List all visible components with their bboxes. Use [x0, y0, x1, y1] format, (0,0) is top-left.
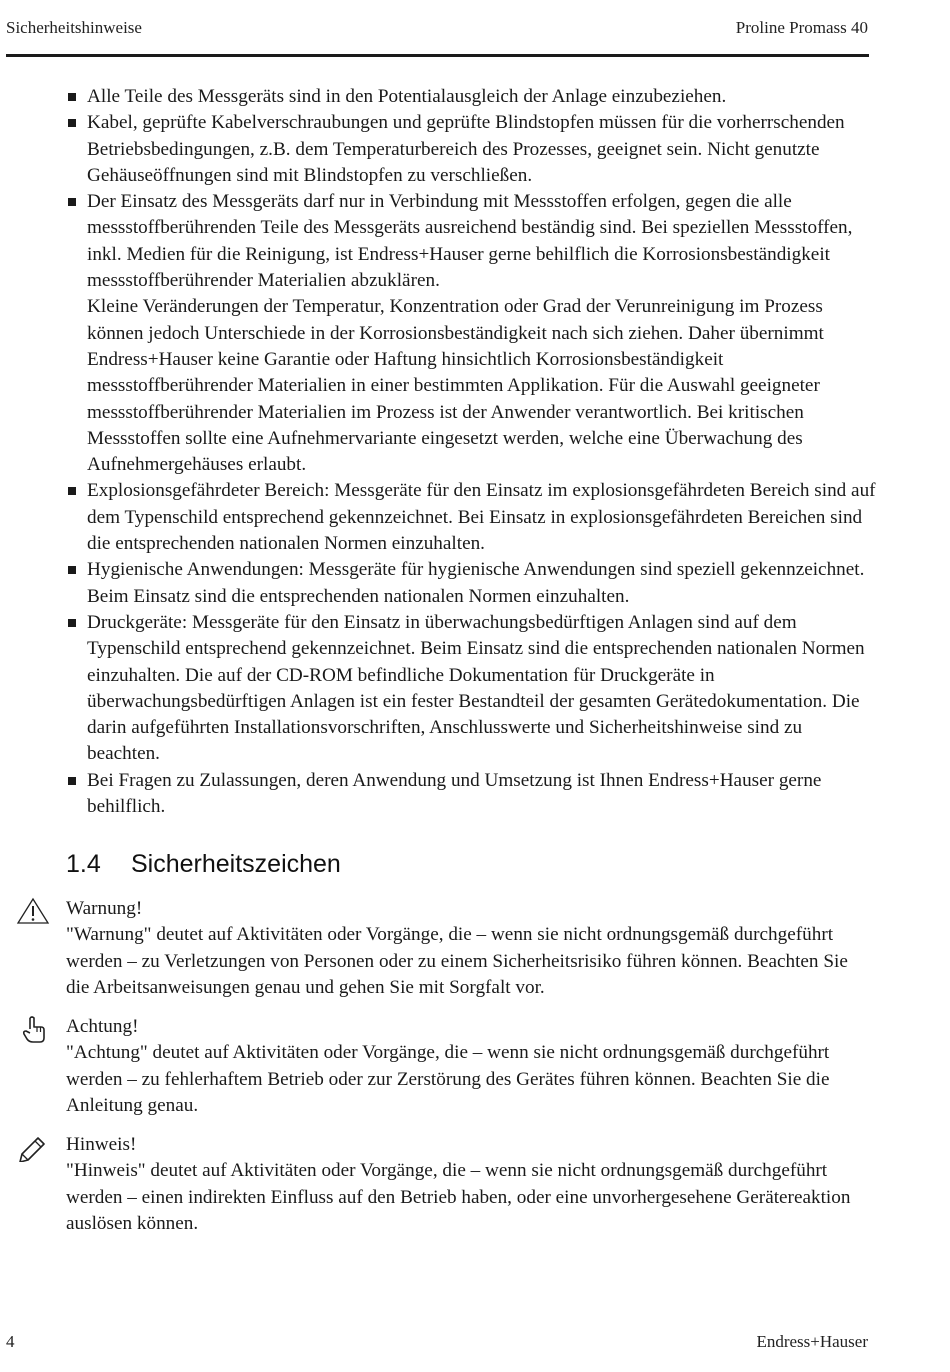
list-item — [66, 768, 876, 821]
page-number: 4 — [6, 1332, 15, 1351]
header-rule — [6, 54, 869, 57]
pointing-hand-icon — [16, 1014, 50, 1044]
list-item-text: Bei Fragen zu Zulassungen, deren Anwendung und Umsetzung ist Ihnen Endress+Hauser gerne behilflich. — [87, 769, 822, 818]
bullet-square-icon — [68, 777, 76, 785]
bullet-square-icon — [68, 566, 76, 574]
list-item-text: Hygienische Anwendungen: Messgeräte für hygienische Anwendungen sind speziell gekennzeichnet. Beim Einsatz sind die entsprechenden nationalen Normen einzuhalten. — [87, 559, 865, 607]
list-item-continuation: Kleine Veränderungen der Temperatur, Konzentration oder Grad der Verunreinigung im Prozess können jedoch Unterschiede in der Korrosionsbeständigkeit nach sich ziehen. Daher übernimmt Endress+Hauser keine Garantie oder Haftung hinsichtlich Korrosionsbeständigkeit messstoffberührender Materialien in einer bestimmten Applikation. Für die Auswahl geeigneter messstoffberührender Materialien im Prozess ist der Anwender verantwortlich. Bei kritischen Messstoffen sollte eine Aufnehmervariante eingesetzt werden, welche eine Überwachung des Aufnehmergehäuses erlaubt. — [87, 296, 824, 476]
list-item — [66, 557, 876, 610]
footer-brand: Endress+Hauser — [756, 1332, 868, 1351]
list-item — [66, 110, 876, 189]
warning-note — [66, 896, 876, 1001]
list-item-text: Alle Teile des Messgeräts sind in den Potentialausgleich der Anlage einzubeziehen. — [87, 86, 727, 107]
bullet-square-icon — [68, 619, 76, 627]
bullet-square-icon — [68, 93, 76, 101]
bullet-square-icon — [68, 198, 76, 206]
pencil-icon — [16, 1132, 50, 1162]
list-item-text: Explosionsgefährdeter Bereich: Messgeräte für den Einsatz im explosionsgefährdeten Bereich sind auf dem Typenschild entsprechend gekennzeichnet. Bei Einsatz in explosionsgefährdeten Bereichen sind die entsprechenden nationalen Normen einzuhalten. — [87, 480, 876, 555]
note-text: "Achtung" deutet auf Aktivitäten oder Vorgänge, die – wenn sie nicht ordnungsgemäß durchgeführt werden – zu fehlerhaftem Betrieb oder zur Zerstörung des Gerätes führen können. Beachten Sie die Anleitung genau. — [66, 1042, 830, 1116]
bullet-square-icon — [68, 119, 76, 127]
bullet-square-icon — [68, 487, 76, 495]
list-item-text: Der Einsatz des Messgeräts darf nur in Verbindung mit Messstoffen erfolgen, gegen die alle messstoffberührenden Teile des Messgeräts ausreichend beständig sind. Bei speziellen Messstoffen, inkl. Medien für die Reinigung, ist Endress+Hauser gerne behilflich die Korrosionsbeständigkeit messstoffberührender Materialien abzuklären. — [87, 191, 853, 292]
section-number: 1.4 — [66, 850, 101, 878]
note-text: "Warnung" deutet auf Aktivitäten oder Vorgänge, die – wenn sie nicht ordnungsgemäß durchgeführt werden – zu Verletzungen von Personen oder zu einem Sicherheitsrisiko führen können. Beachten Sie die Arbeitsanweisungen genau und gehen Sie mit Sorgfalt vor. — [66, 924, 848, 998]
safety-bullet-list — [66, 84, 876, 820]
list-item-text: Kabel, geprüfte Kabelverschraubungen und geprüfte Blindstopfen müssen für die vorherrschenden Betriebsbedingungen, z.B. dem Temperaturbereich des Prozesses, geeignet sein. Nicht genutzte Gehäuseöffnungen sind mit Blindstopfen zu verschließen. — [87, 112, 845, 186]
list-item — [66, 189, 876, 478]
list-item — [66, 84, 876, 110]
note-title: Hinweis! — [66, 1134, 137, 1155]
section-heading — [66, 850, 341, 879]
running-header-left: Sicherheitshinweise — [6, 18, 142, 37]
warning-triangle-icon — [16, 896, 50, 926]
note-title: Achtung! — [66, 1016, 139, 1037]
caution-note — [66, 1014, 876, 1119]
note-text: "Hinweis" deutet auf Aktivitäten oder Vorgänge, die – wenn sie nicht ordnungsgemäß durchgeführt werden – einen indirekten Einfluss auf den Betrieb haben, oder eine unvorhergesehene Gerätereaktion auslösen können. — [66, 1160, 851, 1234]
hint-note — [66, 1132, 876, 1237]
list-item — [66, 478, 876, 557]
list-item-text: Druckgeräte: Messgeräte für den Einsatz in überwachungsbedürftigen Anlagen sind auf dem Typenschild entsprechend gekennzeichnet. Beim Einsatz sind die entsprechenden nationalen Normen einzuhalten. Die auf der CD-ROM befindliche Dokumentation für Druckgeräte in überwachungsbedürftigen Anlagen ist ein fester Bestandteil der gesamten Gerätedokumentation. Die darin aufgeführten Installationsvorschriften, Anschlusswerte und Sicherheitshinweise sind zu beachten. — [87, 611, 865, 765]
section-title-text: Sicherheitszeichen — [131, 850, 341, 878]
running-header-right: Proline Promass 40 — [735, 18, 868, 37]
note-title: Warnung! — [66, 898, 143, 919]
list-item — [66, 610, 876, 768]
